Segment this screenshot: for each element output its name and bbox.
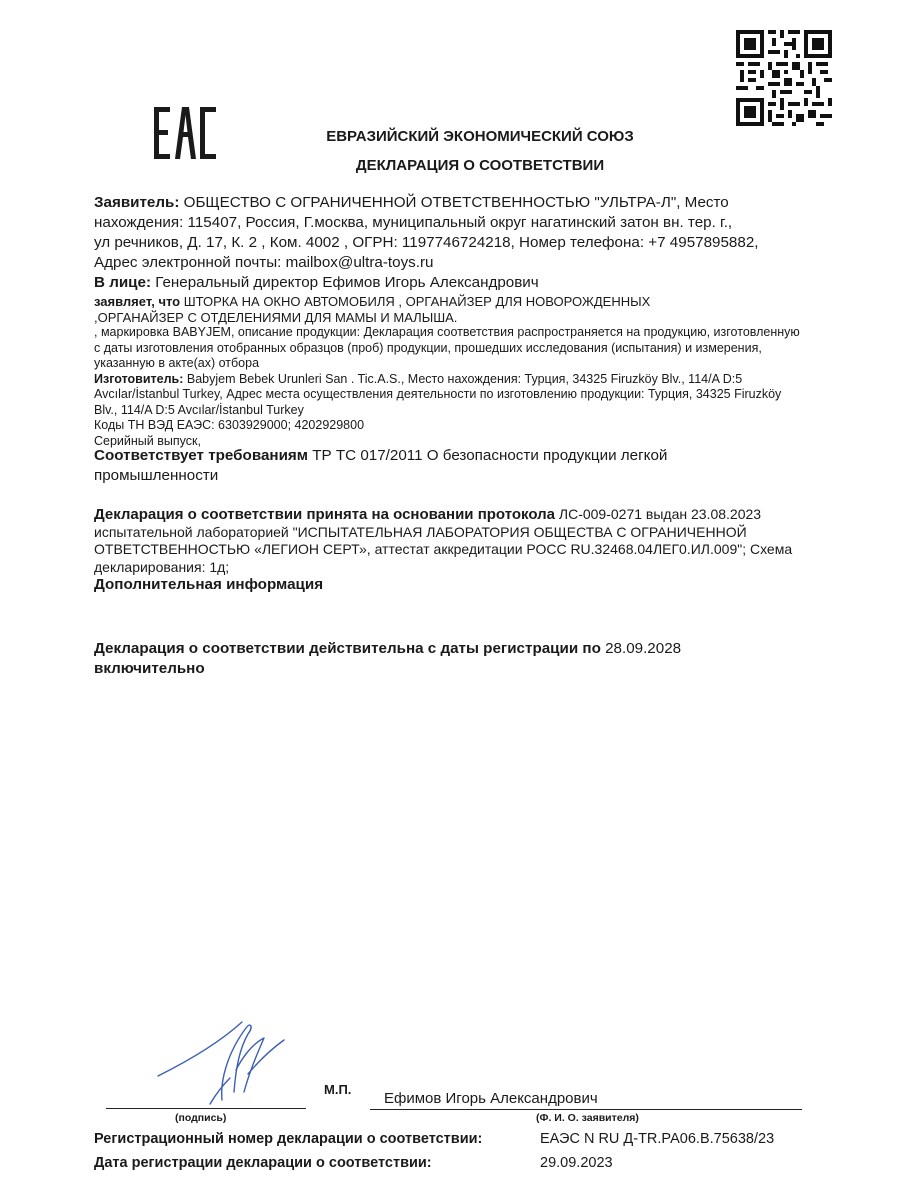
declares-label: заявляет, что [94, 294, 181, 309]
description-line: указанную в акте(ах) отбора [94, 356, 260, 370]
protocol-line: декларирования: 1д; [94, 558, 230, 575]
registration-date-label: Дата регистрации декларации о соответствии: [94, 1155, 432, 1171]
additional-info-heading: Дополнительная информация [94, 576, 324, 593]
serial-production: Серийный выпуск, [94, 433, 201, 448]
applicant-line: Адрес электронной почты: mailbox@ultra-toys.ru [94, 254, 434, 271]
stamp-mark: М.П. [324, 1082, 352, 1097]
protocol-label: Декларация о соответствии принята на основании протокола [94, 506, 555, 523]
validity-block [94, 639, 819, 679]
description-line: , маркировка BABYJEM, описание продукции: Декларация соответствия распространяется на продукцию, изготовленную [94, 325, 800, 339]
validity-date: 28.09.2028 [600, 640, 682, 657]
tnved-codes: Коды ТН ВЭД ЕАЭС: 6303929000; 4202929800 [94, 418, 365, 432]
requirements-block [94, 446, 819, 486]
manufacturer-line: Изготовитель: Babyjem Bebek Urunleri San . Tic.A.S., Место нахождения: Турция, 34325 Firuzköy Blv., 114/A D:5 [94, 371, 743, 386]
manufacturer-line: Blv., 114/A D:5 Avcılar/İstanbul Turkey [94, 402, 304, 417]
protocol-line: испытательной лабораторией "ИСПЫТАТЕЛЬНАЯ ЛАБОРАТОРИЯ ОБЩЕСТВА С ОГРАНИЧЕННОЙ [94, 523, 747, 540]
name-caption: (Ф. И. О. заявителя) [536, 1112, 639, 1124]
protocol-line: ОТВЕТСТВЕННОСТЬЮ «ЛЕГИОН СЕРТ», аттестат аккредитации РОСС RU.32468.04ЛЕГ0.ИЛ.009"; Схема [94, 541, 793, 557]
description-line: с даты изготовления отобранных образцов (проб) продукции, прошедших исследования (испытания) и измерения, [94, 340, 762, 355]
name-line [370, 1109, 802, 1110]
requirements-line: промышленности [94, 467, 219, 484]
applicant-line: Заявитель: ОБЩЕСТВО С ОГРАНИЧЕННОЙ ОТВЕТСТВЕННОСТЬЮ "УЛЬТРА-Л", Место [94, 194, 729, 211]
applicant-block [94, 193, 819, 293]
representative-label: В лице: [94, 274, 152, 291]
registration-number-label: Регистрационный номер декларации о соответствии: [94, 1131, 483, 1147]
registration-number-value: ЕАЭС N RU Д-TR.РА06.В.75638/23 [540, 1131, 775, 1147]
document-title: ДЕКЛАРАЦИЯ О СООТВЕТСТВИИ [355, 157, 605, 174]
manufacturer-label: Изготовитель: [94, 371, 184, 386]
validity-label: Декларация о соответствии действительна с даты регистрации по [94, 640, 601, 657]
signature-line [106, 1108, 306, 1109]
qr-code [736, 30, 832, 126]
requirements-line: Соответствует требованиям ТР ТС 017/2011 О безопасности продукции легкой [94, 447, 668, 464]
protocol-block [94, 506, 819, 576]
validity-suffix: включительно [94, 660, 205, 677]
requirements-label: Соответствует требованиям [94, 447, 309, 464]
union-title: ЕВРАЗИЙСКИЙ ЭКОНОМИЧЕСКИЙ СОЮЗ [326, 128, 634, 145]
product-line: ,ОРГАНАЙЗЕР С ОТДЕЛЕНИЯМИ ДЛЯ МАМЫ И МАЛЫША. [94, 309, 458, 325]
signature-caption: (подпись) [175, 1112, 227, 1124]
signatory-name: Ефимов Игорь Александрович [384, 1090, 598, 1107]
signature-image [150, 1000, 300, 1110]
representative-line: В лице: Генеральный директор Ефимов Игорь Александрович [94, 274, 539, 291]
applicant-label: Заявитель: [94, 194, 180, 211]
applicant-line: ул речников, Д. 17, К. 2 , Ком. 4002 , ОГРН: 1197746724218, Номер телефона: +7 4957895882, [94, 234, 759, 251]
manufacturer-line: Avcılar/İstanbul Turkey, Адрес места осуществления деятельности по изготовлению продукции: Турция, 34325 Firuzköy [94, 387, 782, 401]
protocol-line: Декларация о соответствии принята на основании протокола ЛС-009-0271 выдан 23.08.2023 [94, 506, 762, 523]
validity-line [94, 639, 819, 659]
registration-date-value: 29.09.2023 [540, 1155, 613, 1171]
declares-block [94, 294, 819, 449]
applicant-line: нахождения: 115407, Россия, Г.москва, муниципальный округ нагатинский затон вн. тер. г., [94, 214, 733, 231]
product-line: заявляет, что ШТОРКА НА ОКНО АВТОМОБИЛЯ , ОРГАНАЙЗЕР ДЛЯ НОВОРОЖДЕННЫХ [94, 294, 651, 309]
